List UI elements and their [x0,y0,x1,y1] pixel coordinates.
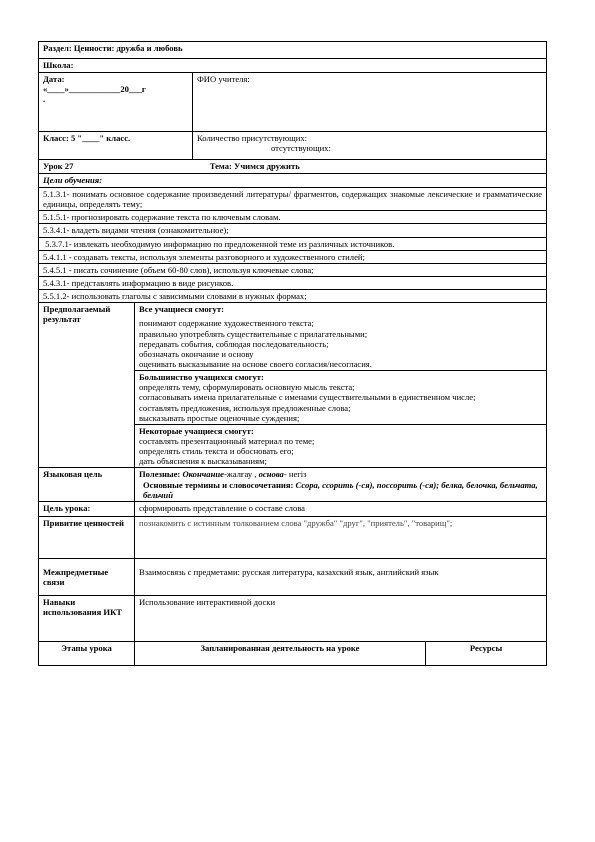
useful-word-1: Окончание [182,469,224,480]
terms-label: Основные термины и словосочетания: [143,479,294,490]
teacher-label: ФИО учителя: [193,73,547,132]
all-item: передавать события, соблюдая последовательность; [139,338,329,349]
resources-header: Ресурсы [426,641,547,665]
date-cell [39,73,193,132]
goals-title: Цели обучения: [39,174,547,188]
some-item: определять стиль текста и обосновать его; [139,446,294,457]
useful-translation-2: - негіз [283,469,307,480]
values-label: Привитие ценностей [39,516,135,558]
terms-list: Ссора, ссорить (-ся), поссорить (-ся); белка, белочка, бельчата, бельчий [143,479,538,500]
goal-item: 5.3.4.1- владеть видами чтения (ознакомительное); [39,224,547,237]
some-item: составлять презентационный материал по теме; [139,435,315,446]
lesson-aim: сформировать представление о составе слова [135,501,547,516]
all-item: правильно употреблять существительные с прилагательными; [139,328,368,339]
result-label: Предполагаемый результат [39,303,135,468]
goal-item: 5.1.5.1- прогнозировать содержание текста по ключевым словам. [39,211,547,224]
goal-item: 5.3.7.1- извлекать необходимую информацию по предложенной теме из различных источников. [39,237,547,250]
present-label: Количество присутствующих: [197,133,308,143]
absent-label: отсутствующих: [271,143,331,154]
section-title: Раздел: Ценности: дружба и любовь [39,42,547,59]
date-line: «____»____________20___г [43,84,146,95]
date-dot: . [43,94,46,105]
ict-text: Использование интерактивной доски [135,595,547,641]
useful-translation-1: -жалғау , [223,469,257,480]
cross-subject-label: Межпредметные связи [39,558,135,595]
lesson-aim-label: Цель урока: [39,501,135,516]
school-label: Школа: [39,59,547,73]
cross-subject-text: Взаимосвязь с предметами: русская литература, казахский язык, английский язык [135,558,547,595]
most-item: определять тему, сформулировать основную мысль текста; [139,382,355,393]
goal-item: 5.1.3.1- понимать основное содержание произведений литературы/ фрагментов, содержащих знакомые лексические и грамматические единицы, определять тему; [39,188,547,211]
lesson-topic-row [39,160,547,174]
class-label: Класс: 5 "____" класс. [39,132,193,160]
all-item: оценивать высказывание на основе своего согласия/несогласия. [139,358,372,369]
topic-title: Учимся дружить [234,161,300,171]
all-students-title: Все учащиеся смогут: [139,304,224,315]
values-text: познакомить с истинным толкованием слова "дружба" "друг", "приятель", "товарищ"; [135,516,547,558]
goal-item: 5.5.1.2- использовать глаголы с зависимыми словами в нужных формах; [39,290,547,303]
language-aim-content [135,468,547,501]
some-item: дать объяснения к высказываниям; [139,456,267,467]
lesson-number: Урок 27 [43,161,74,171]
most-item: составлять предложения, используя предложенные слова; [139,402,351,413]
some-students-title: Некоторые учащиеся смогут: [139,425,254,436]
goal-item: 5.4.1.1 - создавать тексты, используя элементы разговорного и художественного стилей; [39,250,547,263]
all-item: понимают содержание художественного текста; [139,318,314,329]
most-students-title: Большинство учащихся смогут: [139,372,264,383]
ict-label: Навыки использования ИКТ [39,595,135,641]
useful-word-2: основа [258,469,284,480]
all-item: обозначать окончание и основу [139,348,254,359]
useful-label: Полезные: [139,469,181,480]
attendance-cell [193,132,547,160]
most-item: согласовывать имена прилагательные с именами существительными в единственном числе; [139,392,476,403]
date-label: Дата: [43,74,65,84]
planned-activity-header: Запланированная деятельность на уроке [135,641,426,665]
goal-item: 5.4.3.1- представлять информацию в виде рисунков. [39,276,547,289]
result-content [135,303,547,468]
lesson-plan-table [38,41,547,666]
language-aim-label: Языковая цель [39,468,135,501]
stages-header: Этапы урока [39,641,135,665]
topic-label: Тема: [209,161,232,171]
goal-item: 5.4.5.1 - писать сочинение (объем 60-80 слов), используя ключевые слова; [39,263,547,276]
most-item: высказывать простые оценочные суждения; [139,412,300,423]
